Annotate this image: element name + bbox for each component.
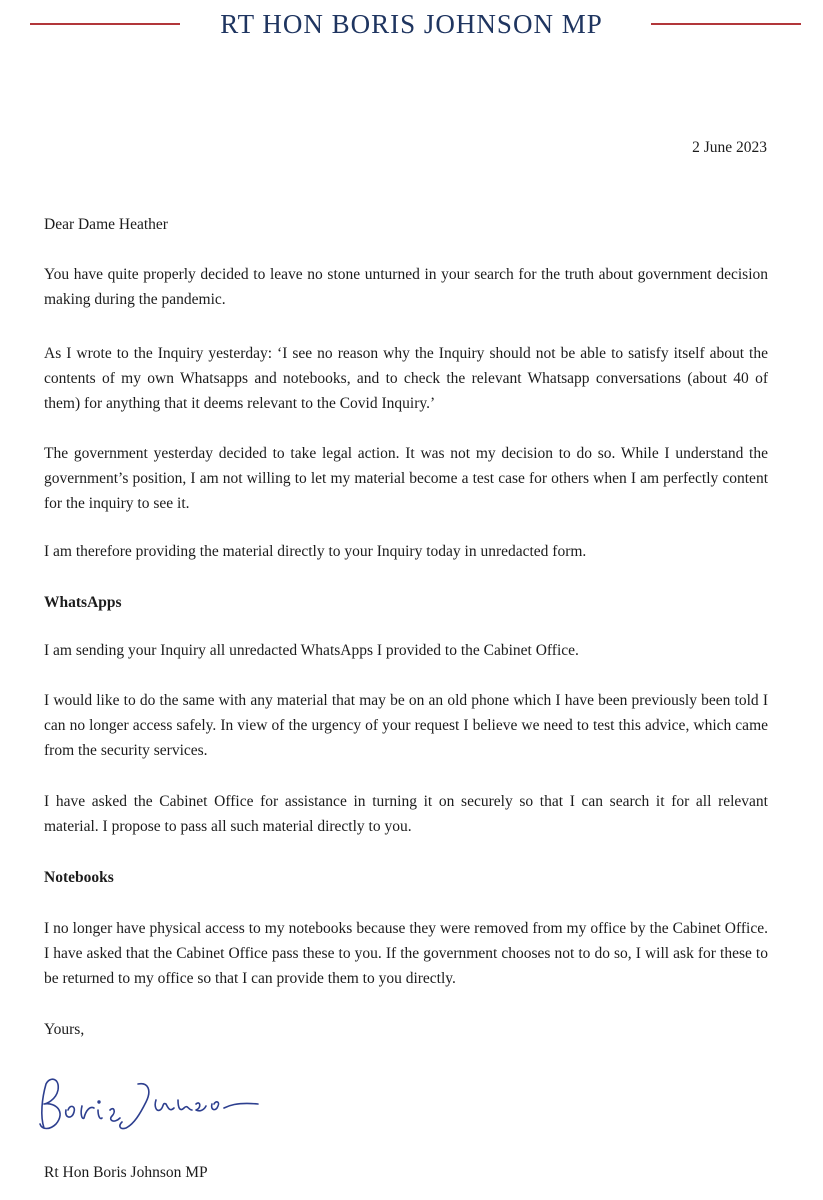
signoff: Yours, <box>44 1021 85 1038</box>
letterhead <box>0 0 823 50</box>
letter-date: 2 June 2023 <box>692 139 767 156</box>
letterhead-rule-right <box>651 23 801 25</box>
salutation: Dear Dame Heather <box>44 216 168 233</box>
paragraph-inquiry-quote: As I wrote to the Inquiry yesterday: ‘I see no reason why the Inquiry should not be able to satisfy itself about the contents of my own Whatsapps and notebooks, and to check the relevant Whatsapp conversations (about 40 of them) for anything that it deems relevant to the Covid Inquiry.’ <box>44 345 768 412</box>
paragraph-notebooks: I no longer have physical access to my notebooks because they were removed from my office by the Cabinet Office. I have asked that the Cabinet Office pass these to you. If the government chooses not to do so, I will ask for these to be returned to my office so that I can provide them to you directly. <box>44 920 768 987</box>
heading-whatsapps: WhatsApps <box>44 594 122 611</box>
paragraph-cabinet-office-assistance: I have asked the Cabinet Office for assistance in turning it on securely so that I can search it for all relevant material. I propose to pass all such material directly to you. <box>44 793 768 835</box>
paragraph-intro: You have quite properly decided to leave no stone unturned in your search for the truth about government decision making during the pandemic. <box>44 266 768 308</box>
paragraph-providing-material: I am therefore providing the material directly to your Inquiry today in unredacted form. <box>44 543 587 560</box>
signature <box>30 1070 270 1138</box>
letterhead-title: RT HON BORIS JOHNSON MP <box>220 9 603 39</box>
paragraph-legal-action: The government yesterday decided to take legal action. It was not my decision to do so. While I understand the government’s position, I am not willing to let my material become a test case for others when I am perfectly content for the inquiry to see it. <box>44 445 768 512</box>
paragraph-whatsapps-sending: I am sending your Inquiry all unredacted WhatsApps I provided to the Cabinet Office. <box>44 642 579 659</box>
signature-name: Rt Hon Boris Johnson MP <box>44 1164 208 1181</box>
paragraph-old-phone: I would like to do the same with any material that may be on an old phone which I have been previously been told I can no longer access safely. In view of the urgency of your request I believe we need to test this advice, which came from the security services. <box>44 692 768 759</box>
signature-text: Boris Johnson <box>30 1070 36 1071</box>
heading-notebooks: Notebooks <box>44 869 114 886</box>
